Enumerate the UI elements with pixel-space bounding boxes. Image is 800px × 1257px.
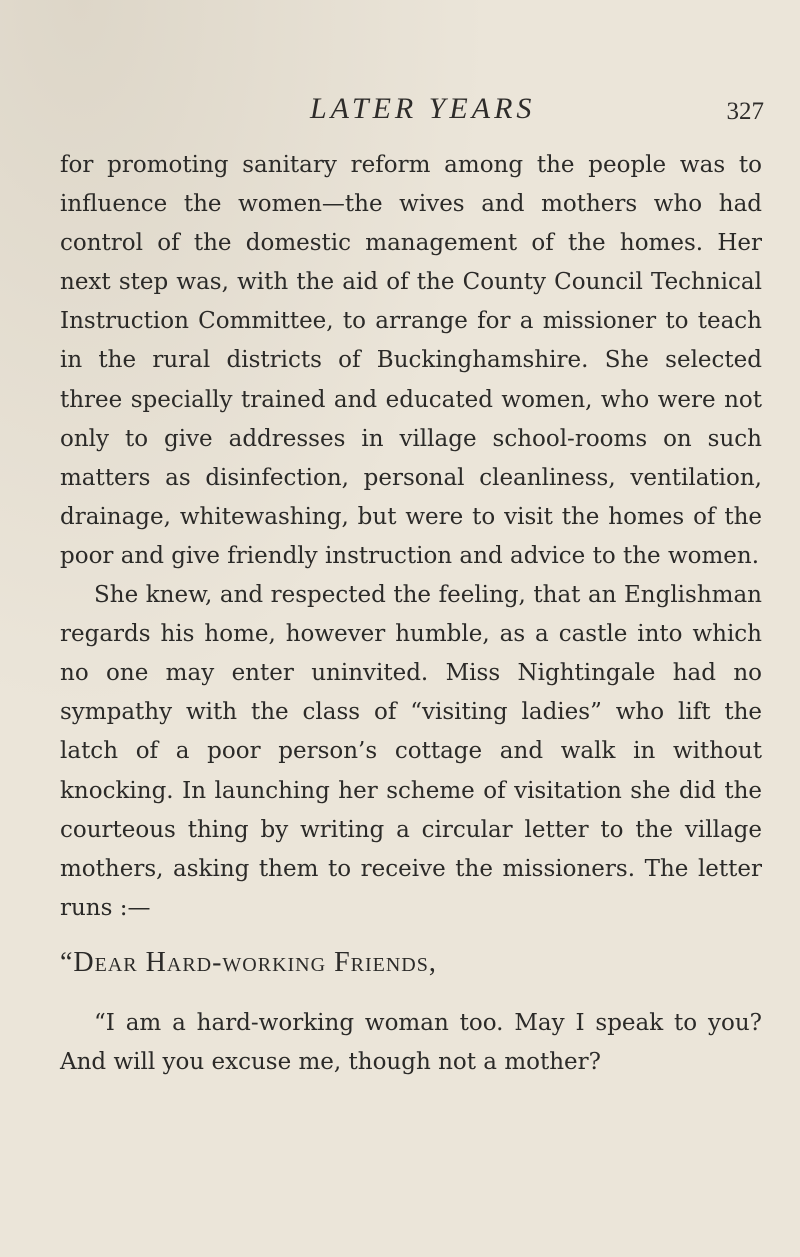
paragraph-visiting: She knew, and respected the feeling, that an Englishman regards his home, however humble, as a castle into which no one may enter uninvited. Miss Nightingale had no sympathy with the class of “visiting ladies” who lift the latch of a poor person’s cottage and walk in without knocking. In launching her scheme of visitation she did the courteous thing by writing a circular letter to the village mothers, asking them to receive the missioners. The letter runs :— (60, 582, 762, 921)
letter-opening-paragraph: “I am a hard-working woman too. May I speak to you? And will you excuse me, though not a mother? (60, 1010, 762, 1075)
letter-body (60, 1004, 762, 1082)
body-text (60, 146, 762, 928)
running-head (250, 92, 770, 132)
letter-salutation: “Dear Hard-working Friends, (60, 947, 437, 978)
paragraph-continued: for promoting sanitary reform among the people was to influence the women—the wives and mothers who had control of the domestic management of the homes. Her next step was, with the aid of the County Council Technical Instruction Committee, to arrange for a missioner to teach in the rural districts of Buckinghamshire. She selected three specially trained and educated women, who were not only to give addresses in village school-rooms on such matters as disinfection, personal cleanliness, ventilation, drainage, whitewashing, but were to visit the homes of the poor and give friendly instruction and advice to the women. (60, 152, 762, 569)
running-title: LATER YEARS (310, 92, 536, 125)
page-number: 327 (726, 98, 764, 125)
